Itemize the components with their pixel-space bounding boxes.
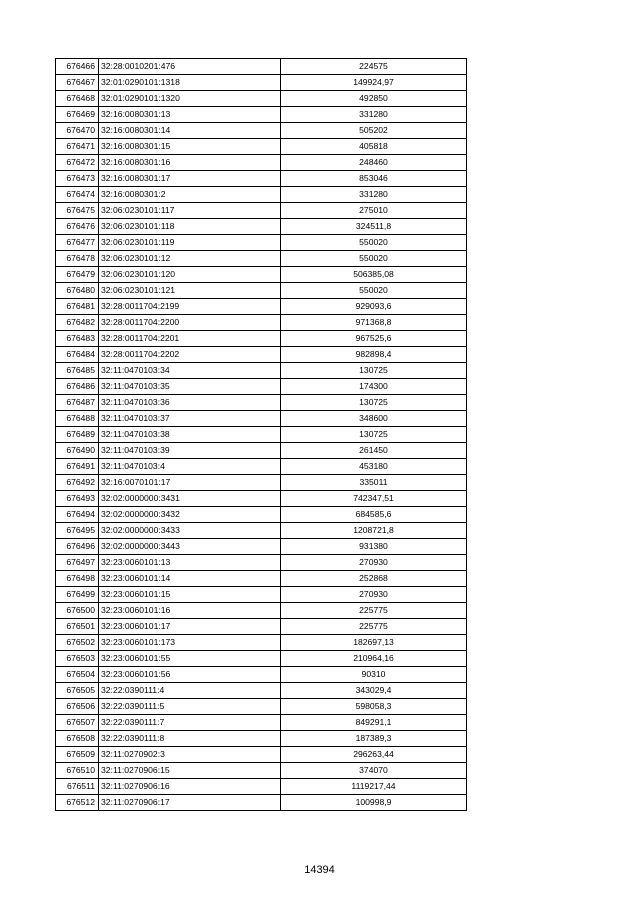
row-id-cell: 676473 — [56, 171, 99, 187]
value-cell: 931380 — [281, 539, 467, 555]
table-row — [56, 331, 467, 347]
table-row — [56, 475, 467, 491]
cadastral-number-cell: 32:28:0011704:2202 — [99, 347, 281, 363]
row-id-cell: 676493 — [56, 491, 99, 507]
value-cell: 971368,8 — [281, 315, 467, 331]
row-id-cell: 676482 — [56, 315, 99, 331]
cadastral-number-cell: 32:16:0070101:17 — [99, 475, 281, 491]
table-row — [56, 747, 467, 763]
value-cell: 853046 — [281, 171, 467, 187]
table-row — [56, 763, 467, 779]
row-id-cell: 676505 — [56, 683, 99, 699]
table-row — [56, 299, 467, 315]
table-row — [56, 795, 467, 811]
row-id-cell: 676498 — [56, 571, 99, 587]
row-id-cell: 676475 — [56, 203, 99, 219]
table-row — [56, 699, 467, 715]
row-id-cell: 676496 — [56, 539, 99, 555]
value-cell: 1208721,8 — [281, 523, 467, 539]
table-row — [56, 219, 467, 235]
table-row — [56, 363, 467, 379]
cadastral-number-cell: 32:11:0470103:37 — [99, 411, 281, 427]
table-row — [56, 75, 467, 91]
value-cell: 296263,44 — [281, 747, 467, 763]
row-id-cell: 676512 — [56, 795, 99, 811]
cadastral-number-cell: 32:06:0230101:120 — [99, 267, 281, 283]
cadastral-number-cell: 32:01:0290101:1320 — [99, 91, 281, 107]
value-cell: 261450 — [281, 443, 467, 459]
table-body — [56, 59, 467, 811]
row-id-cell: 676500 — [56, 603, 99, 619]
value-cell: 929093,6 — [281, 299, 467, 315]
table-row — [56, 379, 467, 395]
cadastral-number-cell: 32:16:0080301:16 — [99, 155, 281, 171]
row-id-cell: 676469 — [56, 107, 99, 123]
table-row — [56, 139, 467, 155]
cadastral-number-cell: 32:16:0080301:15 — [99, 139, 281, 155]
cadastral-number-cell: 32:11:0470103:39 — [99, 443, 281, 459]
table-row — [56, 571, 467, 587]
value-cell: 187389,3 — [281, 731, 467, 747]
value-cell: 550020 — [281, 251, 467, 267]
table-row — [56, 347, 467, 363]
row-id-cell: 676481 — [56, 299, 99, 315]
cadastral-number-cell: 32:06:0230101:119 — [99, 235, 281, 251]
cadastral-number-cell: 32:02:0000000:3443 — [99, 539, 281, 555]
table-row — [56, 539, 467, 555]
row-id-cell: 676499 — [56, 587, 99, 603]
value-cell: 598058,3 — [281, 699, 467, 715]
value-cell: 275010 — [281, 203, 467, 219]
row-id-cell: 676484 — [56, 347, 99, 363]
value-cell: 130725 — [281, 363, 467, 379]
value-cell: 492850 — [281, 91, 467, 107]
cadastral-number-cell: 32:06:0230101:12 — [99, 251, 281, 267]
value-cell: 506385,08 — [281, 267, 467, 283]
value-cell: 550020 — [281, 283, 467, 299]
value-cell: 982898,4 — [281, 347, 467, 363]
row-id-cell: 676491 — [56, 459, 99, 475]
value-cell: 224575 — [281, 59, 467, 75]
value-cell: 270930 — [281, 555, 467, 571]
cadastral-number-cell: 32:02:0000000:3433 — [99, 523, 281, 539]
cadastral-number-cell: 32:23:0060101:13 — [99, 555, 281, 571]
table-row — [56, 155, 467, 171]
row-id-cell: 676510 — [56, 763, 99, 779]
cadastral-number-cell: 32:23:0060101:17 — [99, 619, 281, 635]
row-id-cell: 676509 — [56, 747, 99, 763]
table-row — [56, 731, 467, 747]
page-number: 14394 — [304, 864, 335, 876]
row-id-cell: 676490 — [56, 443, 99, 459]
value-cell: 130725 — [281, 395, 467, 411]
cadastral-number-cell: 32:02:0000000:3431 — [99, 491, 281, 507]
cadastral-number-cell: 32:16:0080301:2 — [99, 187, 281, 203]
value-cell: 248460 — [281, 155, 467, 171]
cadastral-number-cell: 32:11:0270906:15 — [99, 763, 281, 779]
row-id-cell: 676494 — [56, 507, 99, 523]
value-cell: 210964,16 — [281, 651, 467, 667]
row-id-cell: 676479 — [56, 267, 99, 283]
table-row — [56, 491, 467, 507]
row-id-cell: 676483 — [56, 331, 99, 347]
table-row — [56, 779, 467, 795]
cadastral-number-cell: 32:22:0390111:5 — [99, 699, 281, 715]
value-cell: 742347,51 — [281, 491, 467, 507]
row-id-cell: 676501 — [56, 619, 99, 635]
row-id-cell: 676485 — [56, 363, 99, 379]
table-row — [56, 427, 467, 443]
value-cell: 149924,97 — [281, 75, 467, 91]
cadastral-number-cell: 32:06:0230101:118 — [99, 219, 281, 235]
cadastral-number-cell: 32:23:0060101:173 — [99, 635, 281, 651]
cadastral-number-cell: 32:11:0470103:35 — [99, 379, 281, 395]
table-row — [56, 251, 467, 267]
value-cell: 343029,4 — [281, 683, 467, 699]
value-cell: 225775 — [281, 619, 467, 635]
row-id-cell: 676471 — [56, 139, 99, 155]
cadastral-number-cell: 32:28:0011704:2199 — [99, 299, 281, 315]
table-row — [56, 667, 467, 683]
table-row — [56, 59, 467, 75]
table-row — [56, 603, 467, 619]
cadastral-number-cell: 32:28:0011704:2201 — [99, 331, 281, 347]
table-row — [56, 715, 467, 731]
row-id-cell: 676478 — [56, 251, 99, 267]
table-row — [56, 507, 467, 523]
value-cell: 849291,1 — [281, 715, 467, 731]
cadastral-number-cell: 32:23:0060101:14 — [99, 571, 281, 587]
cadastral-number-cell: 32:23:0060101:15 — [99, 587, 281, 603]
table-row — [56, 459, 467, 475]
value-cell: 130725 — [281, 427, 467, 443]
table-row — [56, 651, 467, 667]
row-id-cell: 676470 — [56, 123, 99, 139]
cadastral-number-cell: 32:23:0060101:55 — [99, 651, 281, 667]
cadastral-number-cell: 32:11:0470103:34 — [99, 363, 281, 379]
cadastral-number-cell: 32:11:0270906:17 — [99, 795, 281, 811]
cadastral-number-cell: 32:06:0230101:121 — [99, 283, 281, 299]
row-id-cell: 676487 — [56, 395, 99, 411]
row-id-cell: 676502 — [56, 635, 99, 651]
row-id-cell: 676497 — [56, 555, 99, 571]
row-id-cell: 676511 — [56, 779, 99, 795]
cadastral-number-cell: 32:16:0080301:13 — [99, 107, 281, 123]
row-id-cell: 676489 — [56, 427, 99, 443]
table-row — [56, 411, 467, 427]
cadastral-number-cell: 32:11:0470103:36 — [99, 395, 281, 411]
cadastral-number-cell: 32:11:0270906:16 — [99, 779, 281, 795]
value-cell: 967525,6 — [281, 331, 467, 347]
row-id-cell: 676488 — [56, 411, 99, 427]
row-id-cell: 676467 — [56, 75, 99, 91]
cadastral-number-cell: 32:11:0470103:4 — [99, 459, 281, 475]
table-row — [56, 267, 467, 283]
row-id-cell: 676468 — [56, 91, 99, 107]
table-row — [56, 555, 467, 571]
row-id-cell: 676476 — [56, 219, 99, 235]
value-cell: 324511,8 — [281, 219, 467, 235]
row-id-cell: 676507 — [56, 715, 99, 731]
cadastral-number-cell: 32:22:0390111:4 — [99, 683, 281, 699]
row-id-cell: 676503 — [56, 651, 99, 667]
cadastral-number-cell: 32:22:0390111:8 — [99, 731, 281, 747]
value-cell: 405818 — [281, 139, 467, 155]
row-id-cell: 676486 — [56, 379, 99, 395]
row-id-cell: 676506 — [56, 699, 99, 715]
table-row — [56, 91, 467, 107]
row-id-cell: 676477 — [56, 235, 99, 251]
cadastral-number-cell: 32:06:0230101:117 — [99, 203, 281, 219]
value-cell: 1119217,44 — [281, 779, 467, 795]
cadastral-number-cell: 32:28:0011704:2200 — [99, 315, 281, 331]
table-row — [56, 171, 467, 187]
value-cell: 374070 — [281, 763, 467, 779]
table-row — [56, 619, 467, 635]
value-cell: 331280 — [281, 107, 467, 123]
table-row — [56, 315, 467, 331]
cadastral-number-cell: 32:23:0060101:16 — [99, 603, 281, 619]
cadastral-number-cell: 32:01:0290101:1318 — [99, 75, 281, 91]
row-id-cell: 676474 — [56, 187, 99, 203]
cadastral-number-cell: 32:22:0390111:7 — [99, 715, 281, 731]
value-cell: 90310 — [281, 667, 467, 683]
table-row — [56, 187, 467, 203]
value-cell: 348600 — [281, 411, 467, 427]
cadastral-number-cell: 32:02:0000000:3432 — [99, 507, 281, 523]
value-cell: 684585,6 — [281, 507, 467, 523]
table-row — [56, 123, 467, 139]
row-id-cell: 676504 — [56, 667, 99, 683]
table-row — [56, 283, 467, 299]
cadastral-number-cell: 32:11:0270902:3 — [99, 747, 281, 763]
table-row — [56, 203, 467, 219]
cadastral-value-table — [55, 58, 467, 811]
cadastral-number-cell: 32:28:0010201:476 — [99, 59, 281, 75]
value-cell: 252868 — [281, 571, 467, 587]
cadastral-number-cell: 32:11:0470103:38 — [99, 427, 281, 443]
table-row — [56, 443, 467, 459]
value-cell: 270930 — [281, 587, 467, 603]
value-cell: 331280 — [281, 187, 467, 203]
table-row — [56, 587, 467, 603]
row-id-cell: 676495 — [56, 523, 99, 539]
cadastral-number-cell: 32:16:0080301:14 — [99, 123, 281, 139]
table-row — [56, 395, 467, 411]
row-id-cell: 676508 — [56, 731, 99, 747]
value-cell: 182697,13 — [281, 635, 467, 651]
row-id-cell: 676492 — [56, 475, 99, 491]
row-id-cell: 676472 — [56, 155, 99, 171]
value-cell: 174300 — [281, 379, 467, 395]
row-id-cell: 676480 — [56, 283, 99, 299]
value-cell: 453180 — [281, 459, 467, 475]
value-cell: 100998,9 — [281, 795, 467, 811]
table-row — [56, 683, 467, 699]
table-row — [56, 523, 467, 539]
value-cell: 550020 — [281, 235, 467, 251]
value-cell: 225775 — [281, 603, 467, 619]
cadastral-number-cell: 32:16:0080301:17 — [99, 171, 281, 187]
table-row — [56, 635, 467, 651]
value-cell: 335011 — [281, 475, 467, 491]
table-row — [56, 235, 467, 251]
value-cell: 505202 — [281, 123, 467, 139]
row-id-cell: 676466 — [56, 59, 99, 75]
cadastral-number-cell: 32:23:0060101:56 — [99, 667, 281, 683]
table-row — [56, 107, 467, 123]
